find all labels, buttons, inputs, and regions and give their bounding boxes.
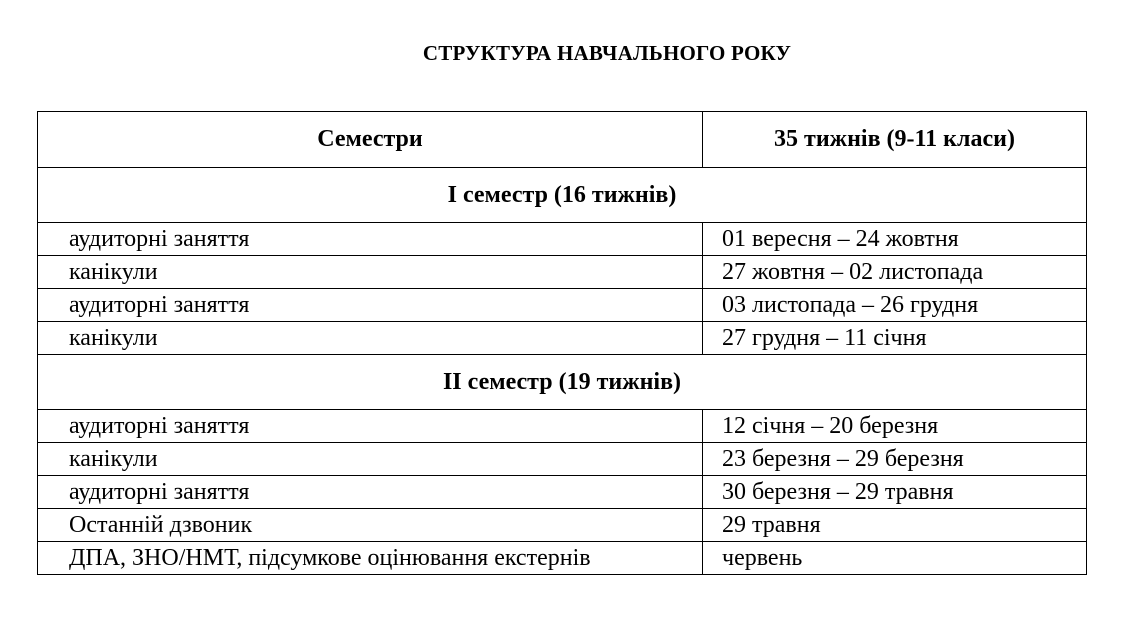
period-cell: червень: [703, 542, 1087, 575]
period-cell: 03 листопада – 26 грудня: [703, 289, 1087, 322]
table-row: [38, 223, 1087, 256]
table-row: [38, 443, 1087, 476]
semester-2-title: ІІ семестр (19 тижнів): [38, 355, 1087, 410]
period-cell: 12 січня – 20 березня: [703, 410, 1087, 443]
table-row: [38, 509, 1087, 542]
activity-cell: аудиторні заняття: [38, 289, 703, 322]
period-cell: 23 березня – 29 березня: [703, 443, 1087, 476]
table-row: [38, 542, 1087, 575]
activity-cell: аудиторні заняття: [38, 476, 703, 509]
table-row: [38, 322, 1087, 355]
document-title: СТРУКТУРА НАВЧАЛЬНОГО РОКУ: [422, 41, 792, 65]
semester-1-row: [38, 168, 1087, 223]
period-cell: 27 грудня – 11 січня: [703, 322, 1087, 355]
table-row: [38, 476, 1087, 509]
table-row: [38, 256, 1087, 289]
semester-1-title: І семестр (16 тижнів): [38, 168, 1087, 223]
activity-cell: Останній дзвоник: [38, 509, 703, 542]
table-row: [38, 410, 1087, 443]
header-weeks: 35 тижнів (9-11 класи): [703, 112, 1087, 168]
activity-cell: ДПА, ЗНО/НМТ, підсумкове оцінювання екстернів: [38, 542, 703, 575]
activity-cell: аудиторні заняття: [38, 410, 703, 443]
activity-cell: канікули: [38, 322, 703, 355]
table-row: [38, 289, 1087, 322]
activity-cell: канікули: [38, 256, 703, 289]
period-cell: 01 вересня – 24 жовтня: [703, 223, 1087, 256]
activity-cell: аудиторні заняття: [38, 223, 703, 256]
table-header-row: [38, 112, 1087, 168]
period-cell: 29 травня: [703, 509, 1087, 542]
activity-cell: канікули: [38, 443, 703, 476]
semester-2-row: [38, 355, 1087, 410]
period-cell: 27 жовтня – 02 листопада: [703, 256, 1087, 289]
academic-year-table: [37, 111, 1087, 575]
period-cell: 30 березня – 29 травня: [703, 476, 1087, 509]
header-semesters: Семестри: [38, 112, 703, 168]
